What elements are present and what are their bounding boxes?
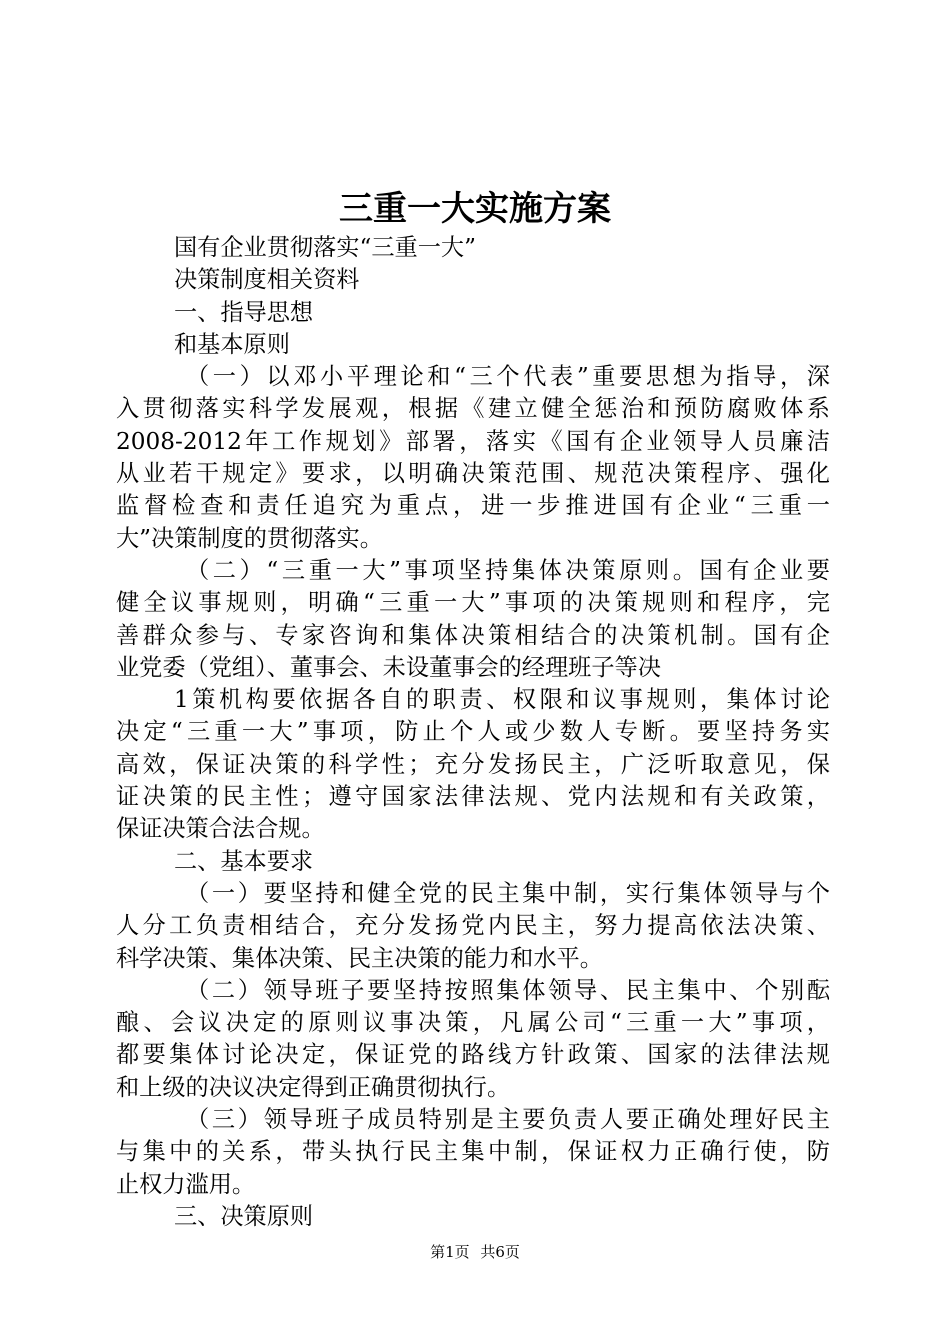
- text-line: （二）领导班子要坚持按照集体领导、民主集中、个别酝: [186, 976, 830, 1004]
- text-line: 都要集体讨论决定，保证党的路线方针政策、国家的法律法规: [116, 1041, 830, 1069]
- document-title: 三重一大实施方案: [339, 189, 611, 229]
- page-number: 第1页: [430, 1243, 470, 1261]
- text-line: （一）以邓小平理论和“三个代表”重要思想为指导，深: [186, 363, 830, 391]
- text-line: 监督检查和责任追究为重点，进一步推进国有企业“三重一: [116, 492, 830, 520]
- text-line: 证决策的民主性；遵守国家法律法规、党内法规和有关政策，: [116, 783, 830, 811]
- text-line: 善群众参与、专家咨询和集体决策相结合的决策机制。国有企: [116, 621, 830, 649]
- page-footer: [0, 1241, 950, 1262]
- text-line: 人分工负责相结合，充分发扬党内民主，努力提高依法决策、: [116, 912, 830, 940]
- text-line: 一、指导思想: [174, 298, 314, 326]
- text-line: 1策机构要依据各自的职责、权限和议事规则，集体讨论: [174, 686, 830, 714]
- text-line: 三、决策原则: [174, 1202, 314, 1230]
- text-line: 二、基本要求: [174, 847, 314, 875]
- text-line: 酿、会议决定的原则议事决策，凡属公司“三重一大”事项，: [116, 1009, 830, 1037]
- text-line: 科学决策、集体决策、民主决策的能力和水平。: [116, 944, 603, 972]
- text-line: 和上级的决议决定得到正确贯彻执行。: [116, 1073, 511, 1101]
- text-line: （一）要坚持和健全党的民主集中制，实行集体领导与个: [186, 879, 830, 907]
- text-line: 决定“三重一大”事项，防止个人或少数人专断。要坚持务实: [116, 718, 830, 746]
- text-line: 从业若干规定》要求，以明确决策范围、规范决策程序、强化: [116, 460, 830, 488]
- text-line: （三）领导班子成员特别是主要负责人要正确处理好民主: [186, 1106, 830, 1134]
- text-line: 大”决策制度的贯彻落实。: [116, 524, 383, 552]
- document-body: [116, 232, 830, 1233]
- text-line: 止权力滥用。: [116, 1170, 256, 1198]
- text-line: 健全议事规则，明确“三重一大”事项的决策规则和程序，完: [116, 589, 830, 617]
- text-line: 和基本原则: [174, 330, 290, 358]
- text-line: 保证决策合法合规。: [116, 815, 325, 843]
- text-line: （二）“三重一大”事项坚持集体决策原则。国有企业要: [186, 556, 830, 584]
- text-line: 2008-2012年工作规划》部署，落实《国有企业领导人员廉洁: [116, 427, 830, 455]
- text-line: 入贯彻落实科学发展观，根据《建立健全惩治和预防腐败体系: [116, 395, 830, 423]
- text-line: 决策制度相关资料: [174, 266, 360, 294]
- text-line: 业党委（党组）、董事会、未设董事会的经理班子等决: [116, 653, 661, 681]
- page-total: 共6页: [480, 1243, 520, 1261]
- text-line: 与集中的关系，带头执行民主集中制，保证权力正确行使，防: [116, 1138, 830, 1166]
- text-line: 高效，保证决策的科学性；充分发扬民主，广泛听取意见，保: [116, 750, 830, 778]
- text-line: 国有企业贯彻落实“三重一大”: [174, 234, 476, 261]
